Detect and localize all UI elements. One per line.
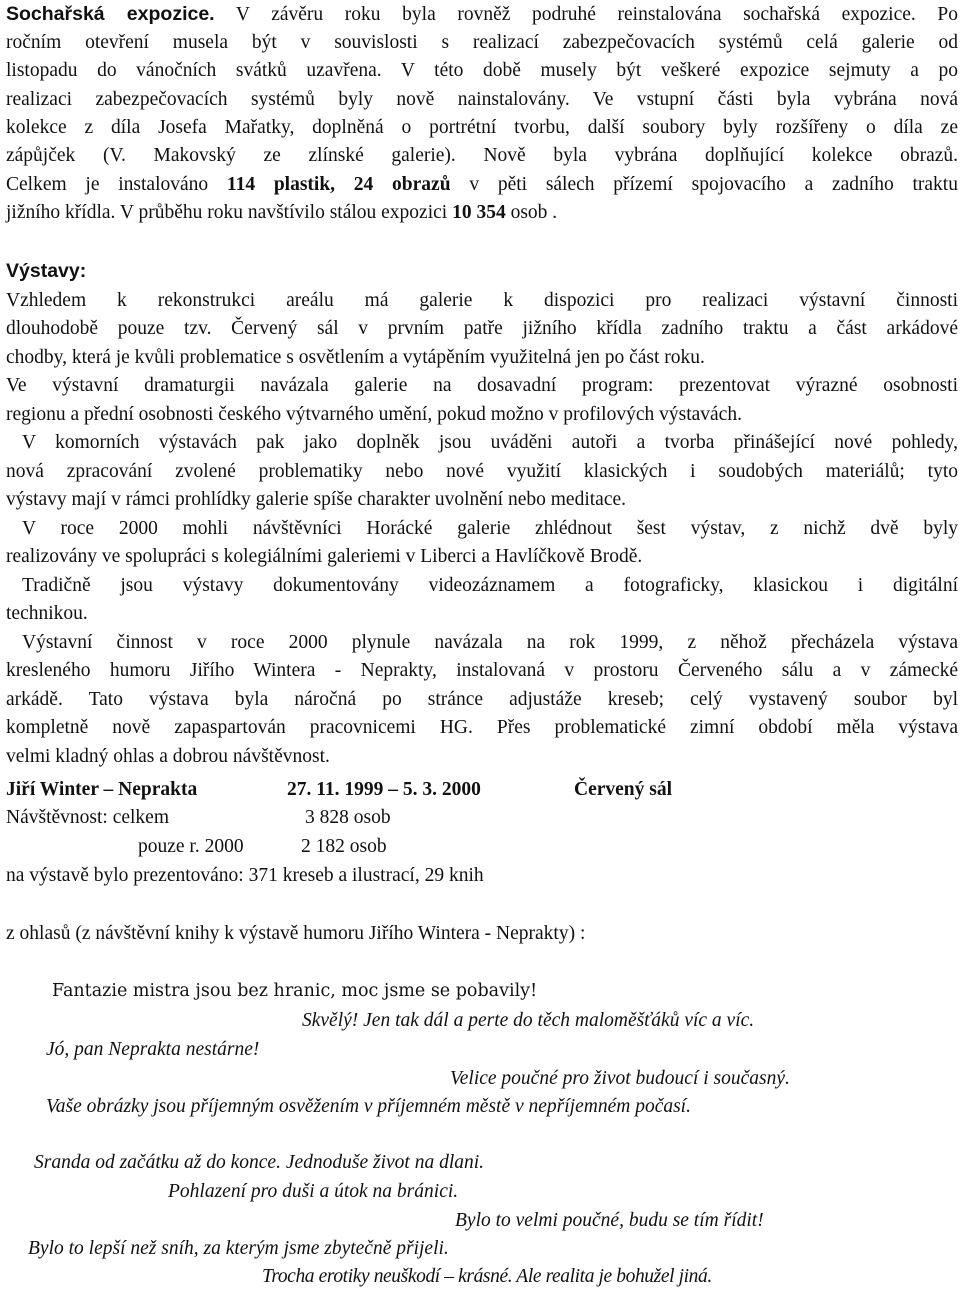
exh-line-3: chodby, která je kvůli problematice s osvětlením a vytápěním využitelná jen po část roku. — [6, 347, 705, 368]
quotes-intro: z ohlasů (z návštěvní knihy k výstavě humoru Jiřího Wintera - Neprakty) : — [6, 923, 586, 944]
exh-line-10: realizovány ve spolupráci s kolegiálními galeriemi v Liberci a Havlíčkově Brodě. — [6, 546, 643, 567]
quote-1: Fantazie mistra jsou bez hranic, moc jsme se pobavily! — [52, 981, 538, 1001]
exh-line-6: V komorních výstavách pak jako doplněk jsou uváděni autoři a tvorba přinášející nové pohledy, — [22, 432, 958, 453]
section-heading-sculpture: Sochařská expozice. — [6, 3, 215, 25]
visitor-count: 10 354 — [452, 202, 506, 223]
visits-year: 2 182 osob — [301, 836, 387, 857]
exhibit-title: Jiří Winter – Neprakta — [6, 779, 198, 800]
sculpture-line-4: realizaci zabezpečovacích systémů byly nově nainstalovány. Ve vstupní části byla vybrána nová — [6, 89, 958, 110]
exh-line-7: nová zpracování zvolené problematiky nebo nové využití klasických i soudobých materiálů; tyto — [6, 461, 958, 482]
sculpture-line-2: ročním otevření musela být v souvislosti s realizací zabezpečovacích systémů celá galerie od — [6, 32, 958, 53]
installed-count: 114 plastik, 24 obrazů — [226, 174, 451, 195]
sculpture-line-7: Celkem je instalováno 114 plastik, 24 obrazů v pěti sálech přízemí spojovacího a zadního traktu — [6, 174, 958, 195]
exh-line-11: Tradičně jsou výstavy dokumentovány videozáznamem a fotograficky, klasickou i digitální — [22, 575, 958, 596]
exh-line-9: V roce 2000 mohli návštěvníci Horácké galerie zhlédnout šest výstav, z nichž dvě byly — [22, 518, 958, 539]
sculpture-line-3: listopadu do vánočních svátků uzavřena. V této době musely být veškeré expozice sejmuty a po — [6, 60, 958, 81]
quote-5: Vaše obrázky jsou příjemným osvěžením v příjemném městě v nepříjemném počasí. — [46, 1096, 691, 1117]
visits-total: 3 828 osob — [305, 807, 391, 828]
exh-line-13: Výstavní činnost v roce 2000 plynule navázala na rok 1999, z něhož přecházela výstava — [22, 632, 958, 653]
exhibit-venue: Červený sál — [574, 779, 673, 800]
exh-line-5: regionu a přední osobnosti českého výtvarného umění, pokud možno v profilových výstavách. — [6, 404, 742, 425]
sculpture-line-6: zápůjček (V. Makovský ze zlínské galerie). Nově byla vybrána doplňující kolekce obrazů. — [6, 145, 958, 166]
exhibit-dates: 27. 11. 1999 – 5. 3. 2000 — [287, 779, 481, 800]
exh-line-16: kompletně nově zapaspartován pracovnicemi HG. Přes problematické zimní období měla výstava — [6, 717, 958, 738]
quote-4: Velice poučné pro život budoucí i současný. — [450, 1068, 790, 1089]
quote-10: Trocha erotiky neuškodí – krásné. Ale realita je bohužel jiná. — [262, 1266, 712, 1287]
presented-items: na výstavě bylo prezentováno: 371 kreseb a ilustrací, 29 knih — [6, 865, 484, 886]
exh-line-14: kresleného humoru Jiřího Wintera - Neprakty, instalovaná v prostoru Červeného sálu a v zámecké — [6, 660, 958, 681]
section-heading-exhibitions: Výstavy: — [6, 260, 87, 282]
quote-2: Skvělý! Jen tak dál a perte do těch maloměšťáků víc a víc. — [302, 1010, 755, 1031]
sculpture-line-8: jižního křídla. V průběhu roku navštívilo stálou expozici 10 354 osob . — [6, 202, 558, 223]
quote-6: Sranda od začátku až do konce. Jednoduše život na dlani. — [34, 1152, 485, 1173]
quote-8: Bylo to velmi poučné, budu se tím řídit! — [455, 1210, 764, 1231]
exh-line-12: technikou. — [6, 603, 88, 624]
exh-line-1: Vzhledem k rekonstrukci areálu má galerie k dispozici pro realizaci výstavní činnosti — [6, 290, 958, 311]
quote-9: Bylo to lepší než sníh, za kterým jsme zbytečně přijeli. — [28, 1238, 449, 1259]
sculpture-line-5: kolekce z díla Josefa Mařatky, doplněná o portrétní tvorbu, další soubory byly rozšířeny o díla ze — [6, 117, 958, 138]
sculpture-line-1: Sochařská expozice. V závěru roku byla rovněž podruhé reinstalována sochařská expozice. Po — [6, 3, 958, 25]
visits-label: Návštěvnost: celkem — [6, 807, 169, 828]
year-label: pouze r. 2000 — [138, 836, 244, 857]
exh-line-15: arkádě. Tato výstava byla náročná po stránce adjustáže kreseb; celý vystavený soubor byl — [6, 689, 958, 710]
quote-7: Pohlazení pro duši a útok na bránici. — [168, 1181, 459, 1202]
exh-line-17: velmi kladný ohlas a dobrou návštěvnost. — [6, 746, 330, 767]
exh-line-2: dlouhodobě pouze tzv. Červený sál v prvním patře jižního křídla zadního traktu a část arkádové — [6, 318, 958, 339]
quote-3: Jó, pan Neprakta nestárne! — [46, 1039, 260, 1060]
exh-line-4: Ve výstavní dramaturgii navázala galerie na dosavadní program: prezentovat výrazné osobnosti — [6, 375, 958, 396]
exh-line-8: výstavy mají v rámci prohlídky galerie spíše charakter uvolnění nebo meditace. — [6, 489, 627, 510]
